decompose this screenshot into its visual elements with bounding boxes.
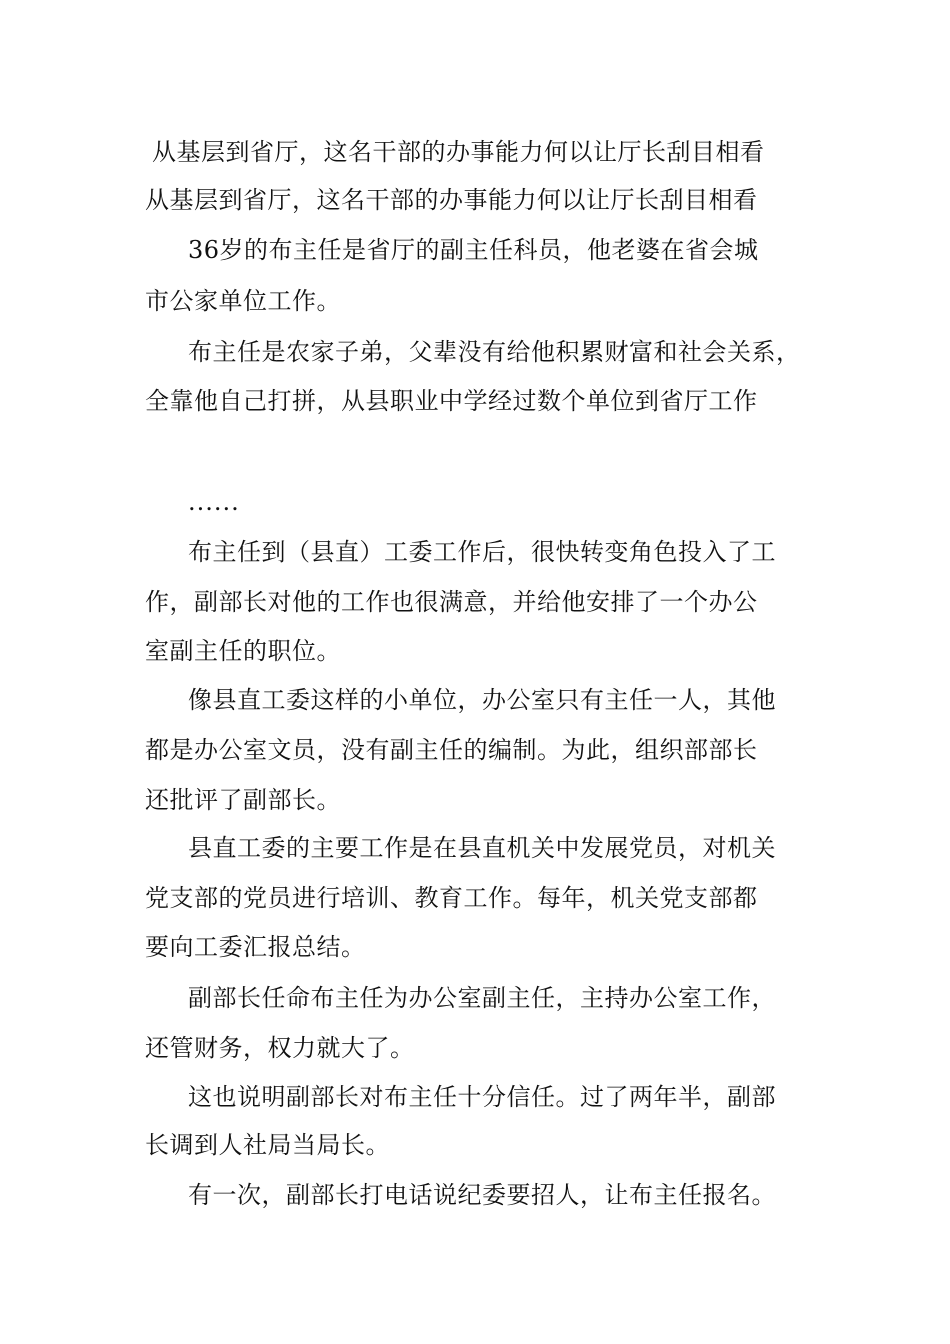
paragraph-6-line-1: 县直工委的主要工作是在县直机关中发展党员，对机关 (188, 834, 776, 862)
paragraph-4-line-2: 作，副部长对他的工作也很满意，并给他安排了一个办公 (145, 588, 758, 616)
paragraph-5-line-2: 都是办公室文员，没有副主任的编制。为此，组织部部长 (145, 736, 758, 764)
paragraph-2-line-1: 布主任是农家子弟，父辈没有给他积累财富和社会关系， (188, 338, 801, 366)
paragraph-9-line-1: 有一次，副部长打电话说纪委要招人，让布主任报名。 (188, 1181, 776, 1209)
paragraph-8-line-1: 这也说明副部长对布主任十分信任。过了两年半，副部 (188, 1083, 776, 1111)
paragraph-4-line-3: 室副主任的职位。 (145, 637, 341, 665)
paragraph-5-line-3: 还批评了副部长。 (145, 786, 341, 814)
paragraph-1-line-2: 市公家单位工作。 (145, 287, 341, 315)
paragraph-6-line-3: 要向工委汇报总结。 (145, 933, 366, 961)
paragraph-8-line-2: 长调到人社局当局长。 (145, 1131, 390, 1159)
paragraph-7-line-1: 副部长任命布主任为办公室副主任，主持办公室工作， (188, 984, 776, 1012)
paragraph-2-line-2: 全靠他自己打拼，从县职业中学经过数个单位到省厅工作 (145, 387, 758, 415)
title-line: 从基层到省厅，这名干部的办事能力何以让厅长刮目相看 (152, 138, 765, 166)
paragraph-1-line-1: 36岁的布主任是省厅的副主任科员，他老婆在省会城 (188, 236, 759, 264)
paragraph-4-line-1: 布主任到（县直）工委工作后，很快转变角色投入了工 (188, 538, 776, 566)
paragraph-7-line-2: 还管财务，权力就大了。 (145, 1034, 415, 1062)
paragraph-5-line-1: 像县直工委这样的小单位，办公室只有主任一人，其他 (188, 686, 776, 714)
paragraph-6-line-2: 党支部的党员进行培训、教育工作。每年，机关党支部都 (145, 884, 758, 912)
paragraph-3-ellipsis: ...... (188, 488, 240, 516)
title-repeat-line: 从基层到省厅，这名干部的办事能力何以让厅长刮目相看 (145, 186, 758, 214)
